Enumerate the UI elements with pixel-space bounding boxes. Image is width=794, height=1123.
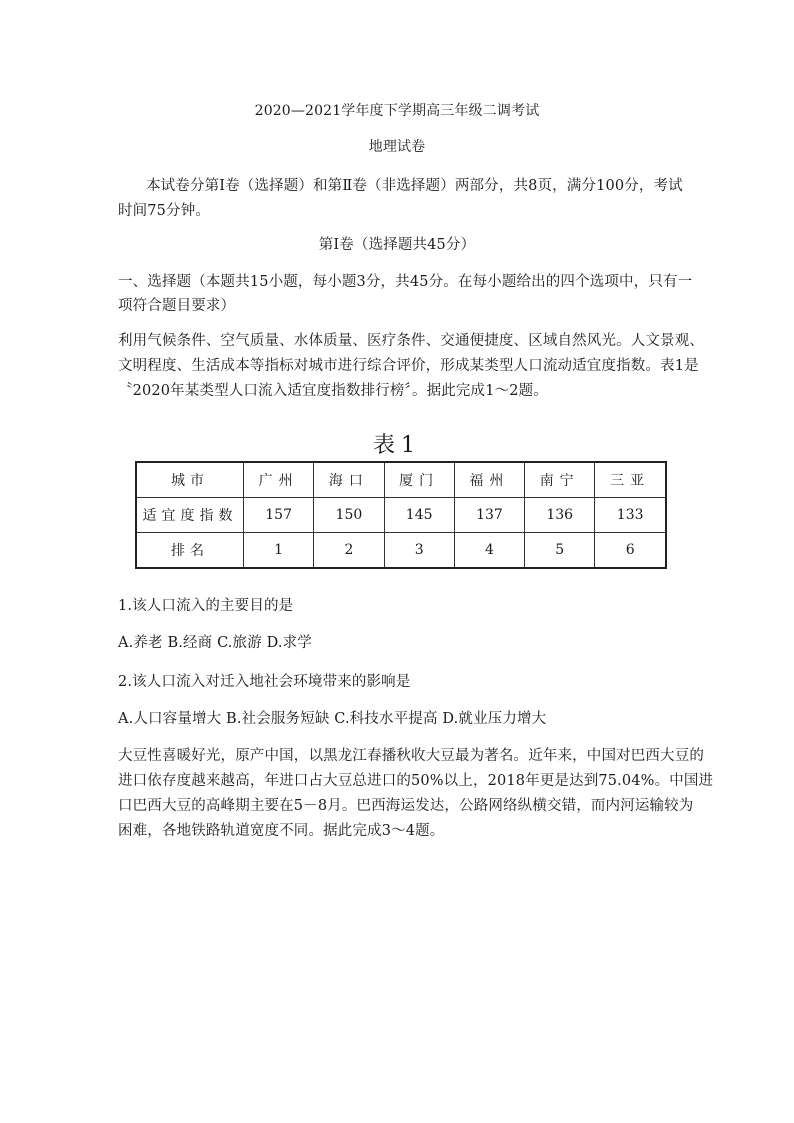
question-1-options: A.养老 B.经商 C.旅游 D.求学 (118, 635, 312, 651)
question-2-options: A.人口容量增大 B.社会服务短缺 C.科技水平提高 D.就业压力增大 (118, 711, 547, 727)
subject-title: 地理试卷 (368, 139, 426, 155)
exam-title: 2020—2021学年度下学期高三年级二调考试 (254, 103, 540, 119)
cell-city: 南宁 (525, 462, 595, 498)
cell-rank: 6 (595, 533, 666, 569)
cell-index: 133 (595, 498, 666, 533)
row-header-rank: 排名 (136, 533, 244, 569)
cell-rank: 3 (384, 533, 454, 569)
cell-city: 海口 (314, 462, 384, 498)
cell-rank: 5 (525, 533, 595, 569)
cell-index: 136 (525, 498, 595, 533)
row-header-city: 城市 (136, 462, 244, 498)
cell-index: 157 (244, 498, 314, 533)
cell-rank: 1 (244, 533, 314, 569)
cell-rank: 2 (314, 533, 384, 569)
cell-rank: 4 (454, 533, 524, 569)
table-row-index (136, 498, 666, 533)
table-caption: 表1 (373, 433, 421, 458)
cell-index: 150 (314, 498, 384, 533)
table-row-city (136, 462, 666, 498)
intro-line-2: 时间75分钟。 (118, 203, 211, 219)
cell-city: 厦门 (384, 462, 454, 498)
passage1-line-3: 〝2020年某类型人口流入适宜度指数排行榜〞。据此完成1～2题。 (118, 383, 548, 399)
cell-city: 广州 (244, 462, 314, 498)
passage2-line-3: 口巴西大豆的高峰期主要在5－8月。巴西海运发达，公路网络纵横交错，而内河运输较为 (118, 798, 694, 814)
passage2-line-2: 进口依存度越来越高，年进口占大豆总进口的50%以上，2018年更是达到75.04%。中国进 (118, 773, 714, 789)
row-header-index: 适宜度指数 (136, 498, 244, 533)
cell-index: 145 (384, 498, 454, 533)
instruction-line-2: 项符合题目要求） (118, 298, 236, 314)
cell-city: 福州 (454, 462, 524, 498)
intro-line-1: 本试卷分第Ⅰ卷（选择题）和第Ⅱ卷（非选择题）两部分，共8页，满分100分，考试 (146, 178, 683, 194)
passage1-line-2: 文明程度、生活成本等指标对城市进行综合评价，形成某类型人口流动适宜度指数。表1是 (118, 358, 699, 374)
ranking-table (135, 461, 667, 569)
question-1-stem: 1.该人口流入的主要目的是 (118, 598, 294, 614)
passage1-line-1: 利用气候条件、空气质量、水体质量、医疗条件、交通便捷度、区域自然风光。人文景观、 (118, 333, 704, 349)
table-row-rank (136, 533, 666, 569)
passage2-line-1: 大豆性喜暖好光，原产中国，以黑龙江春播秋收大豆最为著名。近年来，中国对巴西大豆的 (118, 748, 704, 764)
instruction-line-1: 一、选择题（本题共15小题，每小题3分，共45分。在每小题给出的四个选项中，只有一 (118, 274, 693, 290)
question-2-stem: 2.该人口流入对迁入地社会环境带来的影响是 (118, 674, 411, 690)
passage2-line-4: 困难，各地铁路轨道宽度不同。据此完成3～4题。 (118, 823, 445, 839)
cell-city: 三亚 (595, 462, 666, 498)
cell-index: 137 (454, 498, 524, 533)
section-title: 第Ⅰ卷（选择题共45分） (318, 237, 476, 253)
